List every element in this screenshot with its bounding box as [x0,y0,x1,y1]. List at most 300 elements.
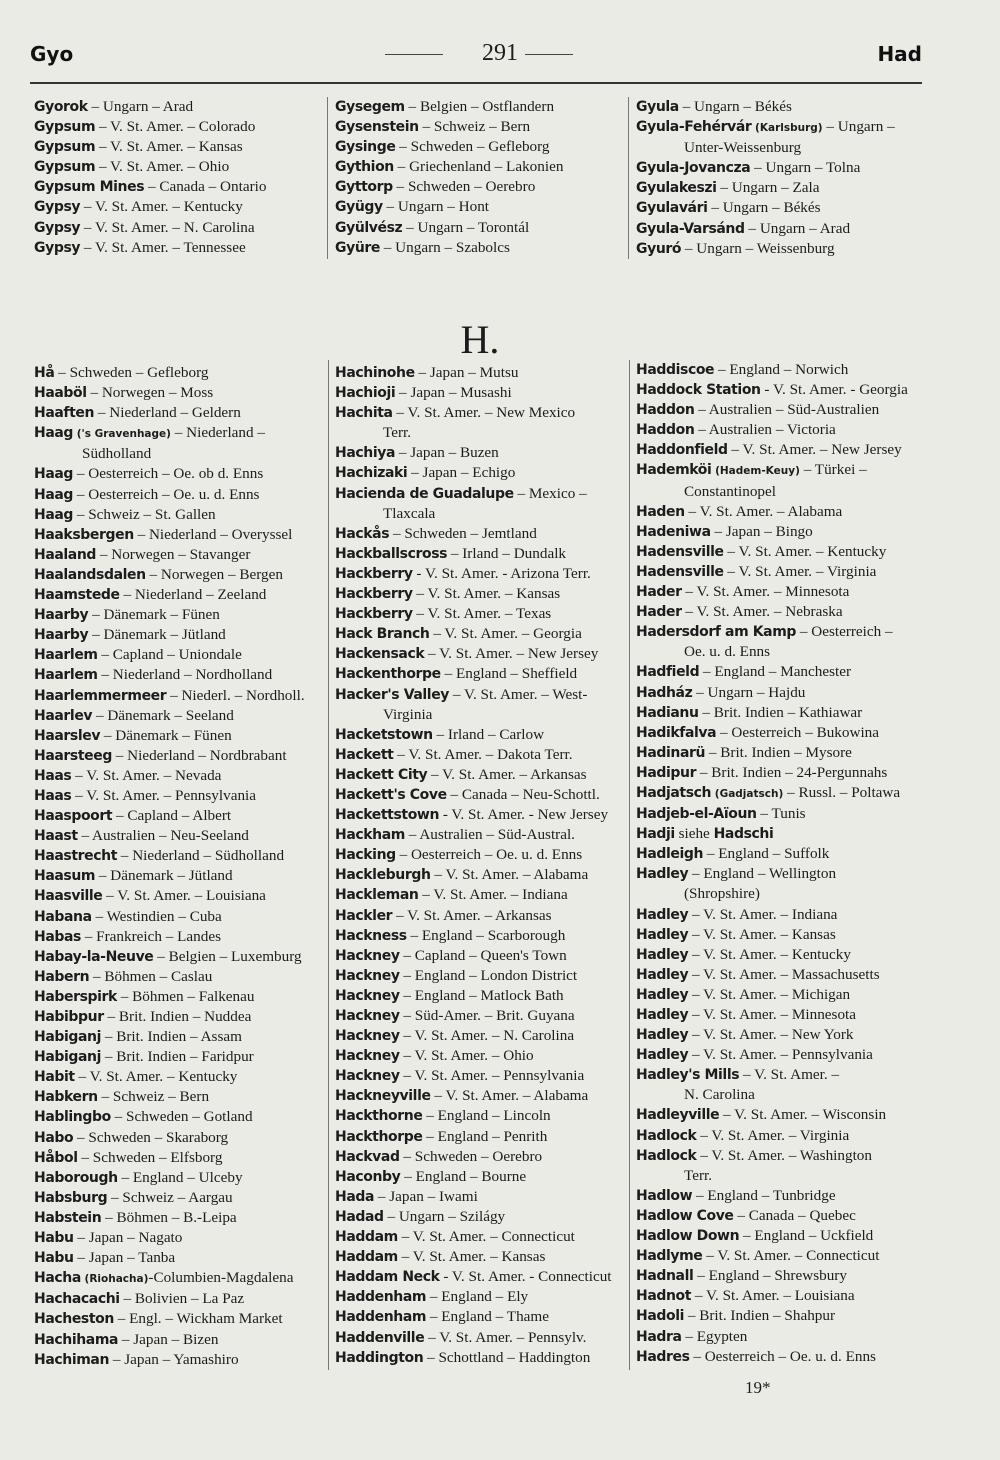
column-2 [335,363,631,1368]
entry-headword: Hackett City [335,766,428,783]
entry-location: – England – Lincoln [422,1107,551,1125]
gazetteer-entry [636,1126,932,1146]
entry-headword: Haasville [34,888,103,905]
entry-location: – Canada – Quebec [733,1206,856,1224]
entry-location: – Ungarn – Békés [707,199,821,217]
gazetteer-entry [636,582,932,602]
entry-location: – Ungarn – Hajdu [692,683,806,701]
entry-headword: Hå [34,365,55,381]
entry-headword: Haddam Neck [335,1269,440,1286]
entry-headword: Haarlemmermeer [34,687,167,704]
gazetteer-entry [335,403,631,423]
entry-headword: Gyülvész [335,219,403,236]
entry-headword: Habana [34,908,92,925]
entry-headword: Habern [34,968,90,985]
top-column-3 [636,97,932,259]
gazetteer-entry [34,846,330,866]
entry-headword: Hackett [335,746,394,763]
entry-location: – Niederland – Geldern [94,404,241,422]
entry-location: – Mexico – [513,484,587,502]
gazetteer-entry [34,1208,330,1228]
entry-location: – V. St. Amer. – Michigan [688,985,851,1003]
entry-location: – V. St. Amer. – Nebraska [681,603,843,621]
gazetteer-entry [636,1306,932,1326]
entry-headword: Hack Branch [335,626,430,643]
entry-location: – V. St. Amer. – Kansas [397,1248,546,1266]
gazetteer-entry [636,158,932,178]
gazetteer-entry [34,117,330,137]
gazetteer-entry [636,380,932,400]
entry-location: – Ungarn – Arad [744,219,851,237]
entry-location: – Capland – Albert [112,807,232,825]
gazetteer-entry [335,137,631,157]
entry-location: – V. St. Amer. – Pennsylvania [688,1046,873,1064]
gazetteer-entry [335,825,631,845]
entry-location: – Dänemark – Jütland [95,867,233,885]
entry-location: – V. St. Amer. – Wisconsin [719,1106,887,1124]
entry-location: – Tunis [756,805,806,823]
gazetteer-entry [34,383,330,403]
gazetteer-entry [335,177,631,197]
entry-headword: Haarlem [34,667,98,684]
entry-location: – Norwegen – Moss [86,384,214,402]
entry-location: – England – Ely [426,1288,529,1306]
gazetteer-entry [335,1127,631,1147]
gazetteer-entry [335,785,631,805]
entry-headword: Hadnot [636,1288,692,1305]
entry-headword: Gysenstein [335,119,419,136]
entry-location: – Capland – Uniondale [97,646,242,664]
gazetteer-entry [335,524,631,544]
entry-headword: Haddon [636,422,695,439]
entry-location: – Oesterreich – Oe. ob d. Enns [73,465,264,483]
entry-location: – Griechenland – Lakonien [393,158,564,176]
entry-headword: Gypsy [34,219,81,236]
entry-location: – Japan – Iwami [374,1187,478,1205]
entry-location: – Capland – Queen's Town [399,946,567,964]
entry-location: – England – Tunbridge [692,1186,836,1204]
entry-headword: Haas [34,787,72,804]
gazetteer-entry [34,1188,330,1208]
gazetteer-entry [636,522,932,542]
entry-headword: Haarby [34,607,89,624]
entry-location: – Australien – Süd-Australien [694,401,880,419]
entry-headword: Hackneyville [335,1088,431,1105]
entry-headword: Haddiscoe [636,362,715,378]
gazetteer-entry-continuation [636,138,932,158]
entry-location: – England – Penrith [422,1127,548,1145]
entry-headword: Hackett's Cove [335,786,447,803]
entry-headword: Haalandsdalen [34,566,146,583]
gazetteer-entry [335,1227,631,1247]
gazetteer-entry [335,1207,631,1227]
entry-headword: Gypsum [34,159,96,176]
entry-location: – England – Scarborough [406,926,566,944]
gazetteer-entry [636,1266,932,1286]
entry-location: – V. St. Amer. – Connecticut [702,1247,880,1265]
entry-location: – V. St. Amer. – Pennsylvania [71,786,257,804]
gazetteer-entry [34,1047,330,1067]
gazetteer-entry [335,484,631,504]
entry-location: – Niederland – Nordbrabant [111,746,287,764]
entry-location: – Schweiz – Aargau [107,1188,233,1206]
entry-headword: Hacketstown [335,726,433,743]
gazetteer-entry [335,197,631,217]
gazetteer-entry [34,625,330,645]
entry-alt-name: ('s Gravenhage) [73,428,171,441]
entry-headword: Hacker's Valley [335,686,450,703]
entry-location: – Schweden – Gefleborg [395,138,550,156]
entry-location: – V. St. Amer. – New York [688,1026,854,1044]
gazetteer-entry [636,864,932,884]
gazetteer-entry [34,766,330,786]
entry-location: – Japan – Mutsu [414,364,519,381]
gazetteer-entry [34,238,330,258]
entry-location: – Böhmen – Caslau [89,967,213,985]
gazetteer-entry [636,198,932,218]
gazetteer-entry [636,1347,932,1367]
gazetteer-entry [34,907,330,927]
entry-location: – Brit. Indien – Mysore [705,743,852,761]
entry-location: – V. St. Amer. – Tennessee [80,238,246,256]
entry-headword: Hadlow Cove [636,1207,734,1224]
gazetteer-entry [636,703,932,723]
gazetteer-entry [34,726,330,746]
entry-headword: Hackney [335,947,400,964]
column-divider [328,360,329,1370]
entry-location: – Niederland – Nordholland [97,666,273,684]
entry-location: – V. St. Amer. – Alabama [430,1087,589,1105]
entry-headword: Haborough [34,1169,118,1186]
entry-alt-name: (Karlsburg) [751,122,823,135]
entry-location: – V. St. Amer. – Kansas [412,585,561,603]
gazetteer-entry [636,562,932,582]
gazetteer-entry [636,743,932,763]
gazetteer-entry [34,927,330,947]
gazetteer-entry [34,1148,330,1168]
entry-headword: Hadley [636,1027,689,1044]
entry-headword: Gysinge [335,139,396,156]
entry-headword: Gyttorp [335,179,393,196]
entry-location: – Brit. Indien – 24-Pergunnahs [696,763,888,781]
gazetteer-entry-continuation [335,504,631,524]
entry-location: – V. St. Amer. – Kansas [95,138,243,156]
entry-headword: Haddenville [335,1329,425,1346]
entry-location: - V. St. Amer. - New Jersey [439,806,609,824]
entry-location: – Egypten [681,1327,748,1345]
entry-location: – V. St. Amer. – Pennsylv. [424,1328,587,1346]
entry-headword: Gyuró [636,240,682,257]
gazetteer-entry [636,804,932,824]
gazetteer-entry [335,906,631,926]
column-divider [628,97,629,259]
entry-location: – Canada – Ontario [144,178,267,196]
entry-location: – Norwegen – Stavanger [96,545,251,563]
gazetteer-entry [636,178,932,198]
gazetteer-entry-continuation [34,444,330,464]
entry-location: – England – Shrewsbury [693,1267,847,1285]
gazetteer-entry [34,886,330,906]
entry-headword: Hadleyville [636,1107,720,1124]
gazetteer-entry [335,1086,631,1106]
entry-continuation-text: (Shropshire) [684,885,760,903]
entry-headword: Haddenham [335,1289,427,1306]
entry-headword: Hacienda de Guadalupe [335,485,514,502]
gazetteer-entry [335,564,631,584]
gazetteer-entry [34,1027,330,1047]
gazetteer-entry [34,177,330,197]
gazetteer-entry-continuation [335,423,631,443]
entry-headword: Haastrecht [34,848,117,865]
entry-headword: Hackney [335,1068,400,1085]
gazetteer-entry [34,1107,330,1127]
gazetteer-entry [335,1147,631,1167]
entry-location: – Dänemark – Seeland [92,706,234,724]
entry-headword: Haden [636,503,685,520]
entry-location: – V. St. Amer. – Kentucky [723,542,887,560]
entry-headword: Habo [34,1129,74,1146]
entry-location: – V. St. Amer. – N. Carolina [80,218,255,236]
entry-location: – England – Sheffield [440,665,578,683]
page-header [0,40,1000,74]
entry-headword: Gypsy [34,239,81,256]
entry-headword: Hadley [636,1047,689,1064]
entry-location: – Ungarn – Békés [678,98,792,115]
entry-location: – V. St. Amer. – Minnesota [688,1006,856,1023]
entry-location: – Schweden – Oerebro [392,178,536,196]
entry-location: – Australien – Victoria [694,421,836,439]
gazetteer-entry [636,1246,932,1266]
gazetteer-entry [34,1268,330,1289]
signature-mark: 19* [745,1378,771,1397]
gazetteer-entry [636,683,932,703]
gazetteer-entry-continuation [636,1085,932,1105]
entry-continuation-text: Oe. u. d. Enns [684,643,771,661]
entry-location: – England – Thame [426,1308,549,1326]
entry-headword: Hadley [636,966,689,983]
gazetteer-entry [636,1226,932,1246]
entry-location: – Schottland – Haddington [423,1348,591,1366]
entry-headword: Hacheston [34,1311,114,1328]
gazetteer-entry [636,925,932,945]
entry-headword: Hackthorpe [335,1128,423,1145]
entry-location: – Japan – Bingo [710,522,813,540]
gazetteer-entry-continuation [335,705,631,725]
entry-headword: Hackleburgh [335,867,431,884]
entry-headword: Hacking [335,847,396,864]
gazetteer-entry [34,967,330,987]
entry-location: – Irland – Dundalk [447,544,567,562]
entry-headword: Hachita [335,405,393,422]
entry-headword: Habu [34,1250,74,1267]
entry-headword: Gyula-Varsánd [636,220,745,237]
entry-location: – Niederland – Overyssel [133,525,293,543]
gazetteer-entry [34,585,330,605]
entry-location: – V. St. Amer. – Georgia [429,625,582,643]
entry-location: – V. St. Amer. – Texas [412,605,552,623]
gazetteer-entry [636,662,932,682]
entry-location: – Schweden – Gotland [110,1108,253,1126]
entry-headword: Haddenham [335,1309,427,1326]
entry-headword: Haberspirk [34,988,117,1005]
entry-location: – V. St. Amer. – Minnesota [681,583,850,601]
entry-continuation-text: Südholland [82,445,152,463]
gazetteer-entry [34,423,330,444]
entry-location: – Schweden – Gefleborg [54,364,209,381]
top-column-1 [34,97,330,258]
entry-location: – V. St. Amer. – Indiana [688,905,838,923]
gazetteer-entry [335,624,631,644]
entry-headword: Hachiya [335,445,396,462]
entry-location: - V. St. Amer. - Georgia [760,381,908,399]
entry-headword: Habit [34,1069,75,1086]
gazetteer-entry [636,1105,932,1125]
entry-headword: Habstein [34,1209,102,1226]
gazetteer-entry [34,866,330,886]
gazetteer-entry [636,97,932,117]
entry-headword: Hadlow [636,1187,693,1204]
entry-headword: Hachacachi [34,1291,120,1308]
gazetteer-entry [34,137,330,157]
entry-headword: Habiganj [34,1049,102,1066]
entry-location: – England – Suffolk [703,845,830,863]
entry-headword: Gyorok [34,99,88,115]
entry-location: – Ungarn – Zala [716,179,820,197]
entry-location: - V. St. Amer. - Connecticut [439,1268,612,1286]
entry-location: - V. St. Amer. - Arizona Terr. [412,564,591,582]
entry-headword: Haaksbergen [34,526,134,543]
entry-headword: Hada [335,1188,375,1205]
entry-headword: Gythion [335,159,394,176]
entry-headword: Hadleigh [636,846,704,863]
gazetteer-entry [636,945,932,965]
entry-headword: Hadfield [636,664,700,681]
entry-location: – England – Manchester [699,663,852,681]
gazetteer-entry [335,685,631,705]
entry-headword: Hadlow Down [636,1228,740,1245]
gazetteer-entry [636,783,932,804]
gazetteer-entry [335,986,631,1006]
entry-location: – Norwegen – Bergen [145,565,283,583]
entry-headword: Hackney [335,1008,400,1024]
entry-headword: Gypsum [34,119,96,136]
entry-location: – Schweden – Elfsborg [77,1148,223,1166]
entry-alt-name: (Riohacha) [80,1273,149,1286]
entry-headword: Hackås [335,525,390,542]
entry-location: – V. St. Amer. – Virginia [696,1126,850,1144]
entry-headword: Hader [636,584,682,601]
entry-location: – Belgien – Ostflandern [404,98,555,115]
entry-location: – Frankreich – Landes [80,927,221,945]
gazetteer-entry [34,97,330,117]
gazetteer-entry [335,1247,631,1267]
entry-headword: Hadlock [636,1127,697,1144]
entry-location: – Oesterreich – Bukowina [716,723,880,741]
entry-headword: Haarlem [34,647,98,664]
gazetteer-entry-continuation [636,482,932,502]
entry-headword: Hackettstown [335,807,440,824]
entry-location: – V. St. Amer. – Louisiana [691,1287,855,1305]
entry-headword: Hackney [335,1048,400,1065]
entry-location: – Russl. – Poltawa [783,783,901,801]
entry-location: – Oesterreich – [796,623,893,641]
column-divider [629,360,630,1370]
entry-headword: Hadensville [636,543,724,560]
gazetteer-entry [636,502,932,522]
gazetteer-entry [34,505,330,525]
entry-continuation-text: Tlaxcala [383,504,436,522]
gazetteer-entry [335,1307,631,1327]
entry-headword: Habas [34,928,81,945]
gazetteer-entry [636,219,932,239]
entry-headword: Haaspoort [34,808,113,825]
gazetteer-entry [636,985,932,1005]
entry-continuation-text: Unter-Weissenburg [684,139,802,157]
gazetteer-entry [34,464,330,484]
entry-headword: Hadji [636,826,675,843]
entry-location: – V. St. Amer. – New Jersey [424,645,599,663]
gazetteer-entry [34,605,330,625]
entry-alt-name: (Gadjatsch) [711,787,784,800]
gazetteer-entry [34,485,330,505]
entry-location: – Niederland – Südholland [117,847,285,865]
entry-location: – V. St. Amer. – Kentucky [688,945,851,963]
entry-location: – England – Bourne [400,1167,527,1185]
entry-location: – Irland – Carlow [432,725,545,743]
entry-headword: Hackvad [335,1148,400,1165]
gazetteer-entry [34,686,330,706]
gazetteer-entry [34,363,330,383]
entry-location: – Ungarn – Torontál [402,218,530,236]
entry-headword: Haamstede [34,587,120,604]
entry-headword: Haas [34,767,72,784]
entry-headword: Hachinohe [335,365,415,381]
gazetteer-entry [335,644,631,664]
gazetteer-entry-continuation [636,642,932,662]
entry-location: – Niederl. – Nordholl. [166,686,305,704]
entry-headword: Hackler [335,907,393,924]
entry-headword: Hachiman [34,1351,110,1368]
gazetteer-entry [636,360,932,380]
entry-location: – V. St. Amer. – Connecticut [397,1228,575,1246]
entry-location: – V. St. Amer. – Arkansas [427,765,587,783]
entry-location: – Japan – Musashi [395,384,512,402]
entry-location: – V. St. Amer. – N. Carolina [399,1027,575,1045]
gazetteer-entry [335,1006,631,1026]
entry-location: – V. St. Amer. – West- [449,685,588,703]
entry-location: – Ungarn – Tolna [750,159,861,177]
entry-location: – England – Matlock Bath [399,986,564,1004]
entry-headword: Haag [34,506,74,523]
gazetteer-entry [636,1186,932,1206]
entry-location: – Schweiz – Bern [418,118,531,136]
gazetteer-entry [34,1168,330,1188]
entry-location: – V. St. Amer. – [739,1066,840,1084]
entry-location: – Oesterreich – Oe. u. d. Enns [689,1347,876,1365]
entry-headword: Gyulakeszi [636,180,717,197]
gazetteer-entry [34,1007,330,1027]
column-divider [327,97,328,259]
entry-headword: Hadikfalva [636,724,717,741]
entry-headword: Haaböl [34,385,87,402]
gazetteer-entry [335,1066,631,1086]
entry-location: – Japan – Buzen [395,444,499,462]
gazetteer-entry [335,604,631,624]
gazetteer-entry [636,905,932,925]
entry-location: – V. St. Amer. – Virginia [723,562,877,580]
entry-headword: Habibpur [34,1009,104,1025]
entry-location: – V. St. Amer. – Washington [696,1146,872,1164]
